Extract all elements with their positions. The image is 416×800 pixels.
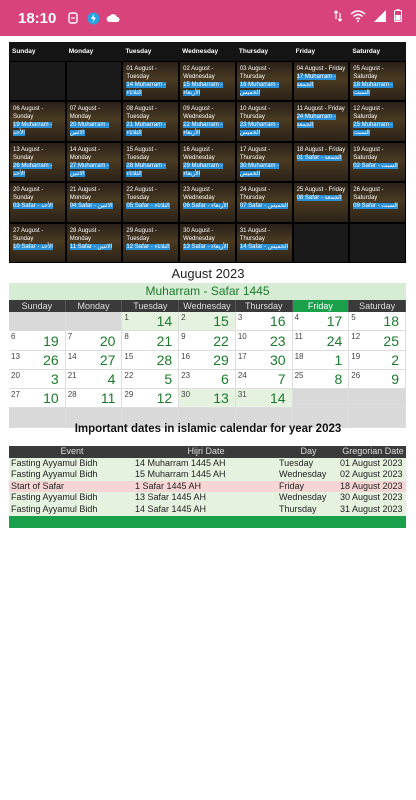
overview-day-cell[interactable] — [9, 223, 66, 263]
hijri-day-number: 11 — [100, 390, 116, 407]
overview-day-cell[interactable] — [66, 101, 123, 141]
bolt-icon — [86, 11, 100, 25]
overview-day-cell[interactable] — [293, 61, 350, 101]
calendar-day-cell[interactable] — [9, 389, 66, 408]
overview-hijri-date: 06 Safar - الأربعاء — [183, 203, 229, 210]
gregorian-day-number: 18 — [294, 351, 304, 361]
overview-hijri-date: 27 Muharram - الاثنين — [69, 162, 110, 177]
gregorian-day-number: 19 — [351, 351, 361, 361]
hijri-day-number: 25 — [383, 332, 399, 349]
calendar-day-cell[interactable] — [349, 370, 406, 389]
overview-day-cell[interactable] — [293, 182, 350, 222]
dark-weekday-header — [9, 42, 406, 61]
overview-hijri-date: 16 Muharram - الخميس — [239, 82, 280, 96]
overview-gregorian-date: 04 August - Friday — [296, 66, 346, 72]
overview-hijri-date: 10 Safar - الأحد — [13, 243, 53, 250]
overview-day-cell — [9, 61, 66, 101]
weekday-wed: Wednesday — [179, 300, 236, 312]
overview-day-cell[interactable] — [236, 223, 293, 263]
table-footer-bar — [9, 516, 406, 528]
overview-gregorian-date: 12 August - Saturday — [353, 106, 384, 121]
calendar-day-cell[interactable] — [236, 312, 293, 331]
overview-day-cell[interactable] — [236, 61, 293, 101]
gregorian-date-cell: 31 August 2023 — [340, 503, 403, 514]
overview-gregorian-date: 05 August - Saturday — [353, 66, 384, 80]
overview-day-cell[interactable] — [66, 142, 123, 182]
overview-day-cell[interactable] — [293, 142, 350, 182]
overview-day-cell[interactable] — [179, 182, 236, 222]
table-row[interactable] — [9, 504, 406, 516]
overview-gregorian-date: 03 August - Thursday — [239, 66, 271, 80]
gregorian-date-cell: 30 August 2023 — [340, 492, 403, 503]
calendar-day-cell[interactable] — [122, 370, 179, 389]
important-dates-table — [9, 446, 406, 528]
hijri-day-number: 24 — [326, 332, 343, 349]
overview-gregorian-date: 25 August - Friday — [296, 187, 346, 194]
overview-hijri-date: 05 Safar - الثلاثاء — [126, 203, 170, 210]
overview-day-cell[interactable] — [179, 61, 236, 101]
signal-icon — [374, 9, 386, 27]
overview-gregorian-date: 31 August - Thursday — [239, 227, 271, 242]
overview-gregorian-date: 23 August - Wednesday — [183, 187, 215, 202]
calendar-day-cell[interactable] — [236, 389, 293, 408]
overview-gregorian-date: 19 August - Saturday — [353, 146, 384, 161]
hijri-day-number: 14 — [269, 390, 286, 407]
hijri-date-cell: 13 Safar 1445 AH — [135, 492, 207, 503]
week-overview-grid — [9, 42, 406, 263]
dark-weekday-thu: Thursday — [238, 48, 269, 55]
overview-gregorian-date: 27 August - Sunday — [13, 227, 44, 242]
overview-gregorian-date: 14 August - Monday — [69, 146, 101, 161]
hijri-day-number: 20 — [99, 332, 116, 349]
hijri-day-number: 15 — [213, 313, 229, 330]
gregorian-day-number: 8 — [124, 332, 129, 342]
gregorian-day-number: 26 — [351, 370, 361, 380]
overview-day-cell[interactable] — [349, 142, 406, 182]
overview-hijri-date: 30 Muharram - الخميس — [239, 162, 280, 177]
overview-day-cell[interactable] — [66, 182, 123, 222]
calendar-day-cell[interactable] — [122, 389, 179, 408]
overview-hijri-date: 26 Muharram - الأحد — [13, 162, 53, 177]
calendar-day-cell[interactable] — [66, 370, 123, 389]
weekday-header — [9, 300, 406, 312]
overview-day-cell[interactable] — [122, 142, 179, 182]
calendar-day-cell[interactable] — [236, 331, 293, 350]
overview-hijri-date: 19 Muharram - الأحد — [13, 122, 53, 137]
overview-day-cell[interactable] — [349, 101, 406, 141]
data-arrows-icon — [334, 9, 342, 27]
hijri-day-number: 19 — [43, 332, 59, 349]
gregorian-date-cell: 18 August 2023 — [340, 480, 403, 491]
dark-weekday-tue: Tuesday — [125, 48, 152, 55]
overview-hijri-date: 04 Safar - الاثنين — [69, 203, 113, 210]
overview-gregorian-date: 29 August - Tuesday — [126, 227, 157, 242]
overview-hijri-date: 14 Safar - الخميس — [239, 243, 289, 250]
day-cell: Wednesday — [279, 492, 327, 503]
wifi-icon — [350, 9, 366, 27]
event-cell: Fasting Ayyamul Bidh — [11, 457, 98, 468]
weekday-tue: Tuesday — [122, 300, 179, 312]
col-gregorian: Gregorian Date — [342, 446, 404, 456]
calendar-day-cell[interactable] — [9, 331, 66, 350]
hijri-day-number: 23 — [269, 332, 286, 349]
calendar-day-cell[interactable] — [179, 312, 236, 331]
overview-gregorian-date: 21 August - Monday — [69, 187, 101, 202]
dark-day-grid — [9, 61, 406, 263]
overview-gregorian-date: 22 August - Tuesday — [126, 187, 157, 202]
hijri-date-cell: 14 Muharram 1445 AH — [135, 457, 226, 468]
overview-hijri-date: 08 Safar - الجمعة — [296, 195, 342, 202]
overview-hijri-date: 15 Muharram - الأربعاء — [183, 82, 223, 96]
calendar-day-cell[interactable] — [66, 351, 123, 370]
hijri-day-number: 22 — [213, 332, 229, 349]
battery-icon — [394, 9, 402, 27]
gregorian-day-number: 17 — [237, 351, 247, 361]
overview-day-cell[interactable] — [122, 223, 179, 263]
overview-hijri-date: 25 Muharram - السبت — [353, 122, 393, 137]
overview-day-cell[interactable] — [9, 182, 66, 222]
important-dates-title: Important dates in islamic calendar for year 2023 — [74, 423, 342, 435]
col-event: Event — [60, 446, 84, 456]
gregorian-day-number: 6 — [11, 332, 16, 342]
day-cell: Thursday — [279, 503, 317, 514]
gregorian-day-number: 28 — [67, 390, 77, 400]
overview-day-cell — [349, 223, 406, 263]
month-title: August 2023 — [171, 266, 245, 281]
overview-day-cell[interactable] — [122, 101, 179, 141]
overview-day-cell[interactable] — [236, 142, 293, 182]
hijri-day-number: 16 — [269, 313, 286, 330]
gregorian-day-number: 13 — [11, 351, 20, 361]
calendar-day-cell[interactable] — [66, 331, 123, 350]
overview-gregorian-date: 20 August - Sunday — [13, 187, 44, 202]
calendar-day-cell — [66, 312, 123, 331]
overview-gregorian-date: 17 August - Thursday — [239, 146, 271, 161]
calendar-day-cell[interactable] — [236, 351, 293, 370]
gregorian-day-number: 7 — [67, 332, 73, 342]
dark-weekday-wed: Wednesday — [182, 48, 219, 55]
calendar-day-cell[interactable] — [349, 351, 406, 370]
overview-gregorian-date: 30 August - Wednesday — [183, 227, 215, 242]
hijri-day-number: 10 — [43, 390, 59, 407]
weekday-mon: Monday — [66, 300, 123, 312]
overview-hijri-date: 28 Muharram - الثلاثاء — [126, 162, 166, 177]
gregorian-day-number: 21 — [67, 370, 77, 380]
hijri-date-cell: 15 Muharram 1445 AH — [135, 469, 226, 480]
overview-gregorian-date: 08 August - Tuesday — [126, 106, 157, 121]
gregorian-day-number: 27 — [11, 390, 20, 400]
event-cell: Fasting Ayyamul Bidh — [11, 503, 98, 514]
calendar-day-cell[interactable] — [179, 389, 236, 408]
col-day: Day — [300, 446, 317, 456]
hijri-day-number: 13 — [213, 390, 229, 407]
hijri-day-number: 5 — [164, 371, 173, 388]
overview-day-cell[interactable] — [179, 223, 236, 263]
calendar-day-cell[interactable] — [122, 351, 179, 370]
gregorian-day-number: 14 — [67, 351, 77, 361]
hijri-day-number: 17 — [326, 313, 343, 330]
hijri-day-number: 29 — [213, 351, 229, 368]
dark-weekday-fri: Friday — [295, 48, 316, 55]
day-cell: Wednesday — [279, 469, 327, 480]
hijri-day-number: 21 — [156, 332, 173, 349]
gregorian-day-number: 2 — [181, 313, 186, 322]
col-hijri: Hijri Date — [187, 446, 225, 456]
overview-day-cell[interactable] — [293, 101, 350, 141]
overview-hijri-date: 14 Muharram - الثلاثاء — [126, 82, 166, 96]
overview-gregorian-date: 26 August - Saturday — [353, 187, 384, 202]
calendar-day-cell[interactable] — [9, 351, 66, 370]
hijri-day-number: 6 — [221, 371, 229, 388]
gregorian-day-number: 24 — [237, 370, 247, 380]
overview-day-cell[interactable] — [349, 182, 406, 222]
table-row[interactable] — [9, 469, 406, 481]
event-cell: Fasting Ayyamul Bidh — [11, 492, 98, 503]
overview-day-cell[interactable] — [349, 61, 406, 101]
overview-hijri-date: 23 Muharram - الخميس — [239, 122, 280, 137]
hijri-month-title: Muharram - Safar 1445 — [9, 283, 406, 300]
overview-day-cell — [293, 223, 350, 263]
gregorian-day-number: 31 — [237, 390, 247, 400]
calendar-day-cell[interactable] — [349, 331, 406, 350]
gregorian-day-number: 22 — [124, 370, 134, 380]
gregorian-date-cell: 02 August 2023 — [340, 469, 403, 480]
gregorian-day-number: 25 — [294, 370, 304, 380]
hijri-day-number: 18 — [383, 313, 399, 330]
overview-hijri-date: 11 Safar - الاثنين — [69, 243, 113, 250]
event-cell: Fasting Ayyamul Bidh — [11, 469, 98, 480]
day-cell: Tuesday — [279, 457, 314, 468]
calendar-day-cell — [9, 312, 66, 331]
overview-gregorian-date: 09 August - Wednesday — [183, 106, 215, 121]
gregorian-day-number: 10 — [237, 332, 247, 342]
overview-day-cell[interactable] — [122, 182, 179, 222]
cloud-icon — [106, 11, 120, 25]
notification-icon — [66, 11, 80, 25]
calendar-day-cell — [349, 389, 406, 408]
dark-weekday-sun: Sunday — [12, 48, 36, 55]
dark-weekday-mon: Monday — [68, 48, 94, 55]
hijri-date-cell: 1 Safar 1445 AH — [135, 480, 202, 491]
hijri-date-cell: 14 Safar 1445 AH — [135, 503, 207, 514]
calendar-day-cell[interactable] — [179, 331, 236, 350]
overview-hijri-date: 12 Safar - الثلاثاء — [126, 243, 170, 250]
overview-hijri-date: 18 Muharram - السبت — [353, 82, 393, 96]
hijri-day-number: 28 — [156, 351, 173, 368]
table-row[interactable] — [9, 481, 406, 493]
hijri-day-number: 3 — [50, 371, 59, 388]
gregorian-day-number: 5 — [351, 313, 356, 322]
status-bar — [0, 0, 416, 36]
overview-gregorian-date: 01 August - Tuesday — [126, 66, 157, 80]
overview-hijri-date: 29 Muharram - الأربعاء — [183, 162, 223, 177]
gregorian-day-number: 29 — [124, 390, 134, 400]
overview-day-cell[interactable] — [236, 101, 293, 141]
overview-hijri-date: 17 Muharram - الجمعة — [296, 74, 336, 88]
calendar-day-cell[interactable] — [66, 389, 123, 408]
overview-gregorian-date: 10 August - Thursday — [239, 106, 271, 121]
calendar-day-cell — [293, 389, 350, 408]
gregorian-day-number: 12 — [351, 332, 361, 342]
overview-hijri-date: 01 Safar - الجمعة — [296, 154, 342, 161]
overview-day-cell[interactable] — [179, 101, 236, 141]
overview-hijri-date: 13 Safar - الأربعاء — [183, 243, 229, 250]
table-row[interactable] — [9, 492, 406, 504]
gregorian-day-number: 23 — [181, 370, 191, 380]
overview-day-cell[interactable] — [66, 223, 123, 263]
hijri-day-number: 12 — [156, 390, 173, 407]
overview-gregorian-date: 02 August - Wednesday — [183, 66, 215, 80]
hijri-day-number: 27 — [99, 351, 116, 368]
calendar-day-cell[interactable] — [9, 370, 66, 389]
overview-hijri-date: 20 Muharram - الاثنين — [69, 122, 110, 137]
gregorian-day-number: 30 — [181, 390, 191, 400]
weekday-thu: Thursday — [236, 300, 293, 312]
hijri-day-number: 9 — [391, 371, 399, 388]
hijri-day-number: 7 — [277, 371, 286, 388]
day-cell: Friday — [279, 480, 305, 491]
overview-gregorian-date: 16 August - Wednesday — [183, 146, 215, 161]
hijri-day-number: 4 — [107, 371, 116, 388]
overview-gregorian-date: 18 August - Friday — [296, 146, 346, 153]
hijri-day-number: 30 — [269, 351, 286, 368]
calendar-day-cell[interactable] — [122, 331, 179, 350]
gregorian-day-number: 4 — [294, 313, 300, 322]
gregorian-day-number: 9 — [181, 332, 186, 342]
overview-gregorian-date: 07 August - Monday — [69, 106, 101, 121]
hijri-day-number: 26 — [43, 351, 59, 368]
table-body — [9, 458, 406, 516]
table-header — [9, 446, 406, 458]
calendar-day-cell[interactable] — [293, 370, 350, 389]
table-row[interactable] — [9, 458, 406, 470]
overview-hijri-date: 21 Muharram - الثلاثاء — [126, 122, 166, 137]
overview-gregorian-date: 11 August - Friday — [296, 106, 345, 113]
overview-day-cell[interactable] — [236, 182, 293, 222]
calendar-day-cell[interactable] — [236, 370, 293, 389]
hijri-day-number: 2 — [391, 351, 399, 368]
weekday-sun: Sunday — [9, 300, 66, 312]
hijri-day-number: 14 — [156, 313, 173, 330]
status-time: 18:10 — [18, 9, 57, 27]
gregorian-day-number: 3 — [237, 313, 243, 322]
overview-day-cell — [66, 61, 123, 101]
overview-gregorian-date: 24 August - Thursday — [239, 187, 271, 202]
calendar-day-cell[interactable] — [122, 312, 179, 331]
calendar-day-cell[interactable] — [179, 370, 236, 389]
calendar-day-cell[interactable] — [179, 351, 236, 370]
calendar-day-cell[interactable] — [293, 312, 350, 331]
overview-gregorian-date: 28 August - Monday — [69, 227, 101, 242]
overview-gregorian-date: 13 August - Sunday — [13, 146, 44, 161]
overview-day-cell[interactable] — [179, 142, 236, 182]
hijri-day-number: 1 — [334, 351, 343, 368]
overview-hijri-date: 02 Safar - السبت — [353, 162, 398, 169]
overview-day-cell[interactable] — [122, 61, 179, 101]
gregorian-date-cell: 01 August 2023 — [340, 457, 403, 468]
calendar-day-cell[interactable] — [349, 312, 406, 331]
month-calendar — [9, 283, 406, 428]
gregorian-day-number: 16 — [181, 351, 191, 361]
overview-hijri-date: 24 Muharram - الجمعة — [296, 114, 336, 129]
overview-day-cell[interactable] — [9, 142, 66, 182]
overview-hijri-date: 07 Safar - الخميس — [239, 203, 289, 210]
dark-weekday-sat: Saturday — [352, 48, 381, 55]
overview-gregorian-date: 15 August - Tuesday — [126, 146, 157, 161]
gregorian-day-number: 11 — [294, 332, 303, 342]
weekday-sat: Saturday — [349, 300, 406, 312]
overview-hijri-date: 09 Safar - السبت — [353, 203, 398, 210]
gregorian-day-number: 15 — [124, 351, 134, 361]
overview-hijri-date: 03 Safar - الأحد — [13, 203, 53, 210]
hijri-day-number: 8 — [334, 371, 343, 388]
calendar-day-grid — [9, 312, 406, 428]
event-cell: Start of Safar — [11, 480, 65, 491]
calendar-day-cell[interactable] — [293, 331, 350, 350]
gregorian-day-number: 20 — [11, 370, 20, 380]
overview-gregorian-date: 06 August - Sunday — [13, 106, 44, 121]
overview-hijri-date: 22 Muharram - الأربعاء — [183, 122, 223, 137]
gregorian-day-number: 1 — [124, 313, 129, 322]
weekday-fri: Friday — [293, 300, 350, 312]
overview-day-cell[interactable] — [9, 101, 66, 141]
calendar-day-cell[interactable] — [293, 351, 350, 370]
